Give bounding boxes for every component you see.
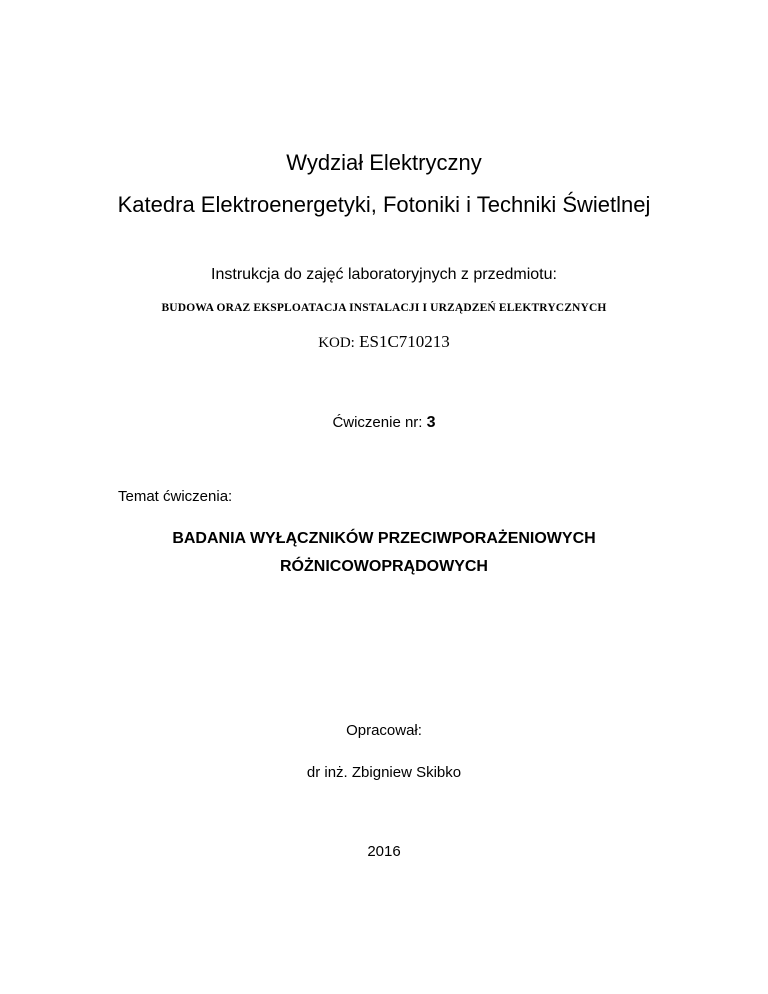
exercise-number-line (0, 414, 768, 432)
department-name: Katedra Elektroenergetyki, Fotoniki i Techniki Świetlnej (117, 192, 651, 217)
topic-title-line-1: BADANIA WYŁĄCZNIKÓW PRZECIWPORAŻENIOWYCH (172, 530, 596, 547)
topic-title-line-2: RÓŻNICOWOPRĄDOWYCH (280, 558, 488, 575)
course-code (0, 332, 768, 352)
course-code-label: KOD: (318, 335, 355, 351)
publication-year: 2016 (367, 843, 401, 860)
author-name: dr inż. Zbigniew Skibko (306, 764, 462, 781)
course-name: BUDOWA ORAZ EKSPLOATACJA INSTALACJI I URZĄDZEŃ ELEKTRYCZNYCH (161, 302, 607, 314)
exercise-number: 3 (426, 414, 436, 431)
faculty-name: Wydział Elektryczny (286, 150, 482, 175)
prepared-by-label: Opracował: (346, 722, 422, 739)
course-code-value: ES1C710213 (359, 332, 450, 351)
exercise-label: Ćwiczenie nr: (332, 414, 423, 431)
instruction-label: Instrukcja do zajęć laboratoryjnych z przedmiotu: (211, 266, 557, 283)
topic-label: Temat ćwiczenia: (118, 488, 233, 505)
